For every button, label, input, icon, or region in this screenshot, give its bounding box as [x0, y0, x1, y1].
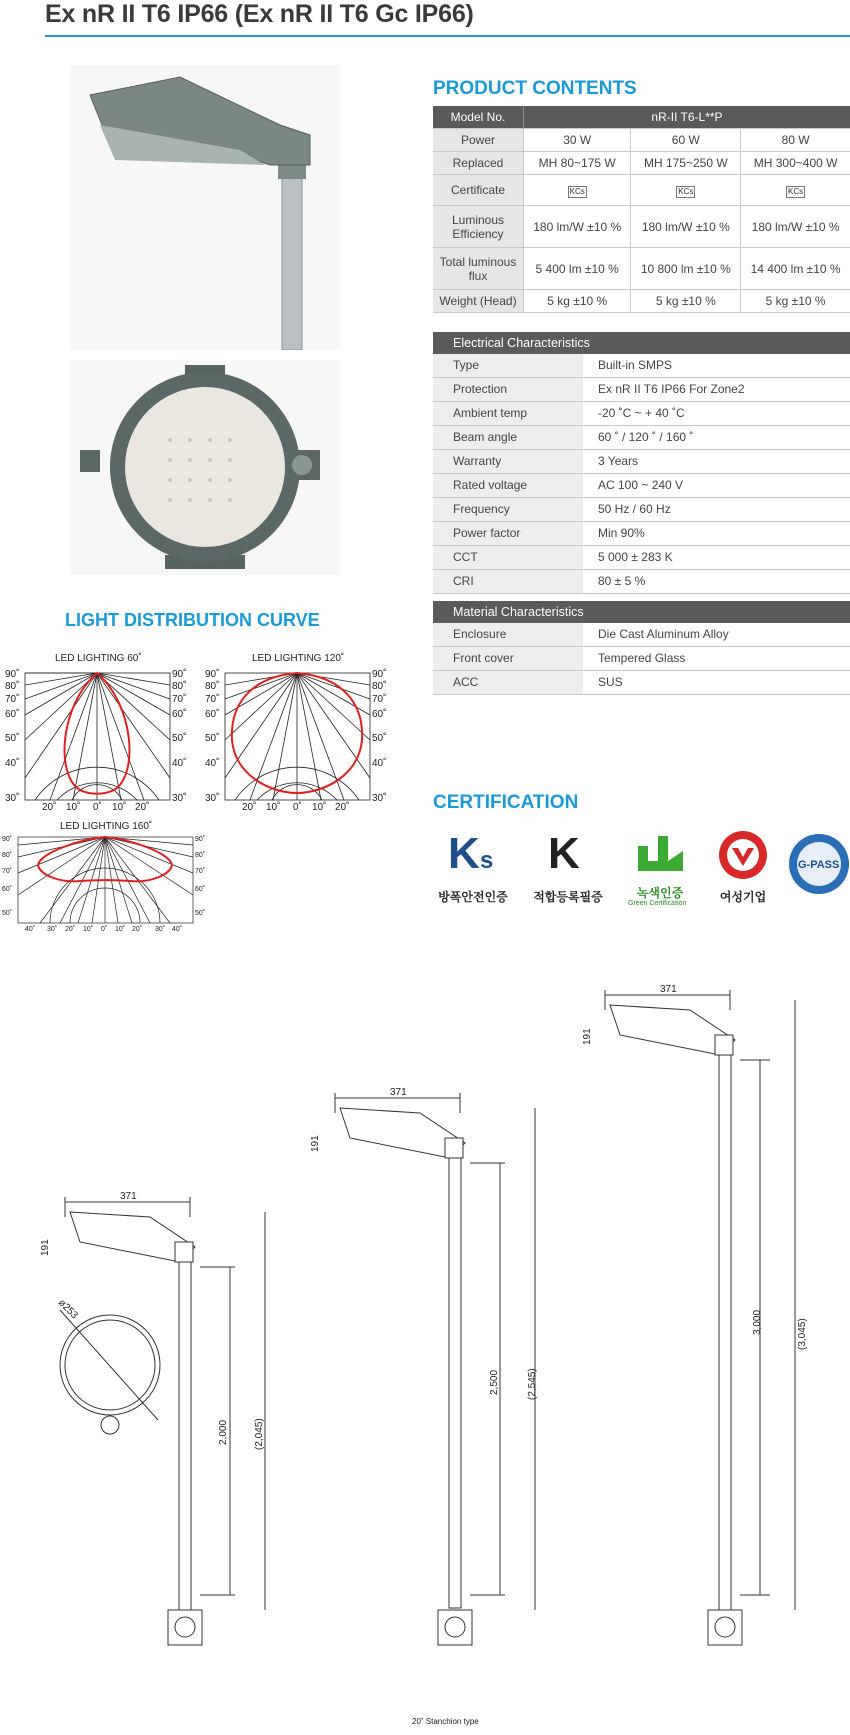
dim-pole-label: 3,000 — [752, 1309, 763, 1335]
product-photo-front — [70, 360, 340, 575]
angle-label: 60˚ — [172, 709, 187, 720]
light-curve-120 — [200, 665, 395, 810]
angle-label: 80˚ — [2, 852, 13, 859]
cert-label: 적합등록필증 — [533, 890, 603, 904]
kcs-mark-icon: KCs — [788, 186, 804, 196]
list-item: Warranty 3 Years — [433, 450, 850, 474]
angle-label: 80˚ — [5, 681, 20, 692]
angle-label: 90˚ — [5, 669, 20, 680]
angle-label: 10˚ — [312, 802, 327, 810]
angle-label: 20˚ — [42, 802, 57, 810]
svg-text:s: s — [480, 847, 494, 873]
angle-label: 10˚ — [266, 802, 281, 810]
list-item: Ambient temp -20 ˚C ~ + 40 ˚C — [433, 402, 850, 426]
curve-160-label: LED LIGHTING 160˚ — [60, 821, 153, 832]
table-row: Replaced MH 80~175 W MH 175~250 W MH 300~400 W — [433, 152, 850, 175]
cert-label: 녹색인증 — [636, 886, 684, 900]
angle-label: 10˚ — [112, 802, 127, 810]
dim-width-label: 371 — [390, 1087, 407, 1098]
material-characteristics — [433, 601, 850, 695]
angle-label: 70˚ — [5, 694, 20, 705]
angle-label: 40˚ — [5, 758, 20, 769]
angle-label: 10˚ — [115, 926, 126, 933]
cert-sublabel: Green Certification — [628, 900, 687, 907]
angle-label: 40˚ — [172, 758, 187, 769]
dim-pole-label: 2,000 — [218, 1419, 229, 1445]
electrical-heading: Electrical Characteristics — [433, 332, 850, 354]
angle-label: 80˚ — [205, 681, 220, 692]
table-row: Power 30 W 60 W 80 W — [433, 129, 850, 152]
angle-label: 60˚ — [5, 709, 20, 720]
kcs-mark-icon: KCs — [678, 186, 694, 196]
light-curve-60 — [0, 665, 195, 810]
angle-label: 40˚ — [205, 758, 220, 769]
dim-height-label: 191 — [310, 1135, 321, 1152]
angle-label: 30˚ — [5, 793, 20, 804]
woman-enterprise-icon — [718, 830, 768, 885]
angle-label: 70˚ — [172, 694, 187, 705]
table-row: Certificate KCs KCs KCs — [433, 175, 850, 206]
angle-label: 10˚ — [66, 802, 81, 810]
g-pass-label: G-PASS — [798, 859, 840, 871]
angle-label: 80˚ — [172, 681, 187, 692]
angle-label: 90˚ — [372, 669, 387, 680]
table-row: Weight (Head) 5 kg ±10 % 5 kg ±10 % 5 kg ±10 % — [433, 290, 850, 313]
angle-label: 30˚ — [47, 926, 58, 933]
list-item: Protection Ex nR II T6 IP66 For Zone2 — [433, 378, 850, 402]
angle-label: 20˚ — [242, 802, 257, 810]
list-item: Frequency 50 Hz / 60 Hz — [433, 498, 850, 522]
certification-heading: CERTIFICATION — [433, 792, 579, 813]
angle-label: 40˚ — [25, 926, 36, 933]
angle-label: 50˚ — [205, 733, 220, 744]
angle-label: 90˚ — [2, 836, 13, 843]
angle-label: 50˚ — [5, 733, 20, 744]
angle-label: 60˚ — [372, 709, 387, 720]
title-rule — [45, 35, 850, 37]
dim-width-label: 371 — [660, 984, 677, 995]
dim-height-label: 191 — [582, 1028, 593, 1045]
dim-pole-total-label: (2,545) — [527, 1368, 538, 1400]
angle-label: 60˚ — [2, 886, 13, 893]
angle-label: 30˚ — [205, 793, 220, 804]
dim-height-label: 191 — [40, 1239, 51, 1256]
list-item: Power factor Min 90% — [433, 522, 850, 546]
angle-label: 10˚ — [83, 926, 94, 933]
angle-label: 70˚ — [195, 868, 206, 875]
angle-label: 30˚ — [172, 793, 187, 804]
list-item: Rated voltage AC 100 ~ 240 V — [433, 474, 850, 498]
angle-label: 70˚ — [2, 868, 13, 875]
angle-label: 50˚ — [172, 733, 187, 744]
angle-label: 80˚ — [195, 852, 206, 859]
table-row: Luminous Efficiency 180 lm/W ±10 % 180 lm/W ±10 % 180 lm/W ±10 % — [433, 206, 850, 248]
material-heading: Material Characteristics — [433, 601, 850, 623]
cert-label: 여성기업 — [719, 890, 767, 904]
drawing-caption: 20˚ Stanchion type — [412, 1717, 479, 1726]
kc-mark-icon — [548, 828, 593, 878]
angle-label: 90˚ — [195, 836, 206, 843]
angle-label: 30˚ — [372, 793, 387, 804]
list-item: Enclosure Die Cast Aluminum Alloy — [433, 623, 850, 647]
angle-label: 70˚ — [205, 694, 220, 705]
product-contents-table — [433, 106, 850, 313]
svg-text:K: K — [548, 829, 580, 873]
electrical-characteristics — [433, 332, 850, 594]
list-item: Type Built-in SMPS — [433, 354, 850, 378]
angle-label: 60˚ — [195, 886, 206, 893]
angle-label: 20˚ — [65, 926, 76, 933]
dim-diameter-label: ø253 — [55, 1297, 80, 1322]
angle-label: 50˚ — [2, 910, 13, 917]
angle-label: 0˚ — [93, 802, 102, 810]
model-value: nR-II T6-L**P — [524, 106, 850, 129]
dimension-drawings — [0, 980, 850, 1720]
dim-width-label: 371 — [120, 1191, 137, 1202]
angle-label: 60˚ — [205, 709, 220, 720]
kcs-mark-icon: KCs — [569, 186, 585, 196]
page-title: Ex nR II T6 IP66 (Ex nR II T6 Gc IP66) — [45, 0, 474, 28]
dim-pole-total-label: (3,045) — [797, 1318, 808, 1350]
angle-label: 20˚ — [135, 802, 150, 810]
green-cert-icon — [633, 826, 688, 879]
dim-pole-total-label: (2,045) — [254, 1418, 265, 1450]
angle-label: 20˚ — [335, 802, 350, 810]
angle-label: 50˚ — [195, 910, 206, 917]
angle-label: 80˚ — [372, 681, 387, 692]
product-contents-heading: PRODUCT CONTENTS — [433, 78, 637, 99]
kcs-mark-icon — [448, 828, 503, 878]
list-item: ACC SUS — [433, 671, 850, 695]
dim-pole-label: 2,500 — [489, 1369, 500, 1395]
list-item: Beam angle 60 ˚ / 120 ˚ / 160 ˚ — [433, 426, 850, 450]
angle-label: 20˚ — [132, 926, 143, 933]
cert-label: 방폭안전인증 — [438, 890, 508, 904]
angle-label: 0˚ — [293, 802, 302, 810]
list-item: CCT 5 000 ± 283 K — [433, 546, 850, 570]
angle-label: 90˚ — [205, 669, 220, 680]
angle-label: 90˚ — [172, 669, 187, 680]
list-item: CRI 80 ± 5 % — [433, 570, 850, 594]
table-row: Total luminous flux 5 400 lm ±10 % 10 800 lm ±10 % 14 400 lm ±10 % — [433, 248, 850, 290]
angle-label: 0˚ — [101, 926, 108, 933]
angle-label: 30˚ — [155, 926, 166, 933]
angle-label: 50˚ — [372, 733, 387, 744]
light-curve-160 — [0, 833, 210, 933]
light-distribution-heading: LIGHT DISTRIBUTION CURVE — [65, 610, 320, 630]
angle-label: 40˚ — [372, 758, 387, 769]
curve-60-label: LED LIGHTING 60˚ — [55, 653, 142, 664]
svg-text:K: K — [448, 829, 480, 873]
product-photo-side — [70, 65, 340, 350]
g-pass-icon — [788, 833, 850, 900]
model-label: Model No. — [433, 106, 524, 129]
angle-label: 70˚ — [372, 694, 387, 705]
list-item: Front cover Tempered Glass — [433, 647, 850, 671]
curve-120-label: LED LIGHTING 120˚ — [252, 653, 345, 664]
angle-label: 40˚ — [172, 926, 183, 933]
